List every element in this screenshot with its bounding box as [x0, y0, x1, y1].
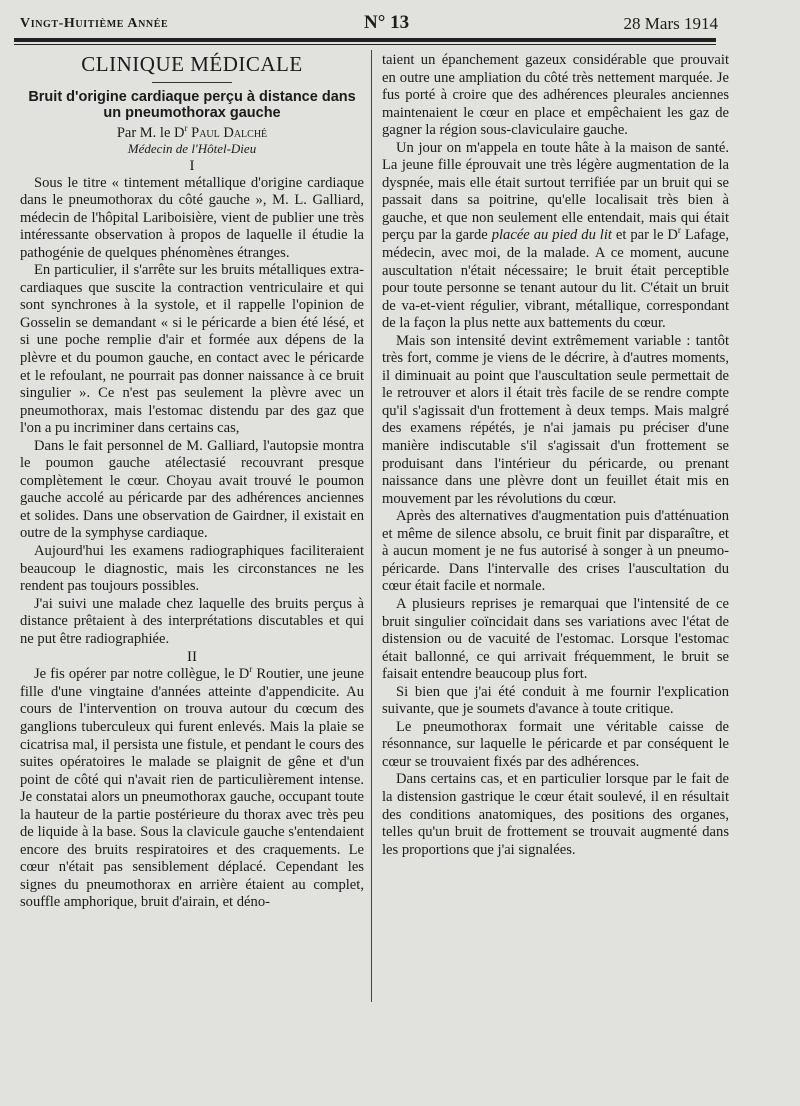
paragraph: J'ai suivi une malade chez laquelle des bruits perçus à distance prêtaient à des interprétations discutables et qui ne put être radiographiée. — [20, 595, 364, 647]
paragraph: Si bien que j'ai été conduit à me fournir l'explication suivante, que je soumets d'avance à toute critique. — [382, 683, 729, 718]
article-title: Bruit d'origine cardiaque perçu à distance dans un pneumothorax gauche — [28, 88, 356, 121]
part-two-heading: II — [187, 649, 197, 666]
paragraph: Après des alternatives d'augmentation puis d'atténuation et même de silence absolu, ce bruit finit par disparaître, et à aucun moment je ne fus autorisé à songer à un pneumo-péricarde. Dans l'intervalle des crises l'auscultation du cœur était facile et normale. — [382, 508, 729, 595]
paragraph: Aujourd'hui les examens radiographiques faciliteraient beaucoup le diagnostic, mais les circonstances ne les rendent pas toujours possibles. — [20, 543, 364, 595]
superscript: r — [249, 664, 253, 675]
issue-date: 28 Mars 1914 — [623, 14, 718, 33]
superscript: r — [677, 225, 681, 236]
paragraph: Dans le fait personnel de M. Galliard, l'autopsie montra le poumon gauche atélectasié recouvrant presque complètement le cœur. Choyau avait trouvé le poumon gauche accolé au péricarde par des adhérences anciennes et solides. Dans une observation de Gairdner, il existait en outre de la symphyse cardiaque. — [20, 437, 364, 542]
author-sup: r — [184, 122, 188, 133]
text-run: Un jour on m'appela en toute hâte à la maison de santé. La jeune fille éprouvait une très légère augmentation de la dyspnée, mais elle était surtout terrifiée par un bruit qui se passait dans sa poitrine, qu'elle localisait très bien à gauche, et que non seulement elle entendait, mais qui était perçu par la garde — [382, 139, 729, 244]
header-rule-thin — [14, 44, 716, 45]
issue-number: N° 13 — [364, 12, 410, 33]
paragraph — [382, 140, 729, 333]
page-header — [12, 12, 788, 36]
part-one-heading: I — [189, 157, 195, 174]
author-name: Paul Dalché — [191, 124, 268, 141]
volume-year: Vingt-Huitième Année — [20, 16, 169, 31]
paragraph: En particulier, il s'arrête sur les bruits métalliques extra-cardiaques que suscite la contraction ventriculaire et qui sont synchrones à la systole, et il rappelle l'opinion de Gosselin se demandant « si le péricarde a bien été lésé, et si une poche remplie d'air et formée aux dépens de la plèvre et du poumon gauche, en contact avec le péricarde et le refoulant, ne pourrait pas donner naissance à ce bruit singulier ». Ce n'est pas seulement la plèvre avec un pneumothorax, mais l'estomac distendu par des gaz que l'on a pu incriminer dans certains cas, — [20, 262, 364, 437]
paragraph: A plusieurs reprises je remarquai que l'intensité de ce bruit singulier coïncidait dans ses variations avec l'état de distension ou de vacuité de l'estomac. Lorsque l'estomac était ballonné, ce qui arrivait fréquemment, le bruit se faisait entendre beaucoup plus fort. — [382, 595, 729, 683]
right-column — [382, 52, 729, 859]
left-column — [20, 52, 364, 912]
section-title: CLINIQUE MÉDICALE — [81, 52, 303, 76]
emphasis: placée au pied du lit — [491, 227, 612, 244]
paragraph: Sous le titre « tintement métallique d'origine cardiaque dans le pneumothorax du côté gauche », M. L. Galliard, médecin de l'hôpital Lariboisière, vient de publier une très intéressante observation à propos de laquelle il étudie la pathogénie de quelques phénomènes étranges. — [20, 174, 364, 261]
paragraph: Le pneumothorax formait une véritable caisse de résonnance, sur laquelle le péricarde et par conséquent le cœur se trouvaient fixés par des adhérences. — [382, 718, 729, 770]
article-author — [20, 122, 364, 141]
header-rule-thick — [14, 38, 716, 42]
text-run: Routier, une jeune fille d'une vingtaine d'années atteinte d'appendicite. Au cours de l'intervention on trouva autour du cœcum des ganglions tuberculeux qui furent enlevés. Mais la plaie se cicatrisa mal, il persista une fistule, et pendant le cours des suites opératoires le malade se plaignit de gêne et d'un point de côté qui n'avait rien de particulièrement intense. Je constatai alors un pneumothorax gauche, occupant toute la hauteur de la partie postérieure du thorax avec très peu de liquide à la base. Sous la clavicule gauche s'entendaient encore des bruits respiratoires et des craquements. Le cœur n'était pas sensiblement déplacé. Cependant les signes du pneumothorax en arrière étaient au complet, souffle amphorique, bruit d'airain, et déno- — [20, 666, 364, 911]
paragraph: Mais son intensité devint extrêmement variable : tantôt très fort, comme je viens de le décrire, à d'autres moments, il diminuait au point que l'auscultation seule permettait de le retrouver et alors il était très facile de se rendre compte qu'il s'agissait d'un frottement à deux temps. Mais malgré des examens répétés, je n'ai jamais pu préciser d'une manière indiscutable s'il s'agissait d'un frottement se produisant dans l'intérieur du péricarde, ou prenant naissance dans une plèvre dont un feuillet était mis en mouvement par les révolutions du cœur. — [382, 332, 729, 507]
text-run: Je fis opérer par notre collègue, le D — [34, 666, 250, 683]
author-prefix: Par M. le D — [116, 124, 185, 141]
text-run: Lafage, médecin, avec moi, de la malade. A ce moment, aucune auscultation n'était nécessaire; le bruit était perceptible pour toute personne se tenant autour du lit. C'était un bruit de va-et-vient régulier, vibrant, métallique, correspondant de la façon la plus nette aux battements du cœur. — [382, 227, 729, 332]
text-run: et par le D — [611, 227, 678, 244]
paragraph — [20, 666, 364, 912]
paragraph: taient un épanchement gazeux considérable que prouvait en outre une ampliation du côté très nettement marquée. Je fus porté à croire que des adhérences pleurales anciennes maintenaient le cœur en place et empêchaient les gaz de gagner la région sous-claviculaire gauche. — [382, 52, 729, 139]
author-affiliation: Médecin de l'Hôtel-Dieu — [127, 140, 257, 156]
title-rule — [152, 82, 232, 83]
paragraph: Dans certains cas, et en particulier lorsque par le fait de la distension gastrique le cœur était soulevé, il en résultait des conditions anatomiques, des positions des organes, telles qu'un bruit de frottement se trouvait augmenté dans les proportions que j'ai signalées. — [382, 771, 729, 858]
column-divider — [371, 50, 372, 1002]
